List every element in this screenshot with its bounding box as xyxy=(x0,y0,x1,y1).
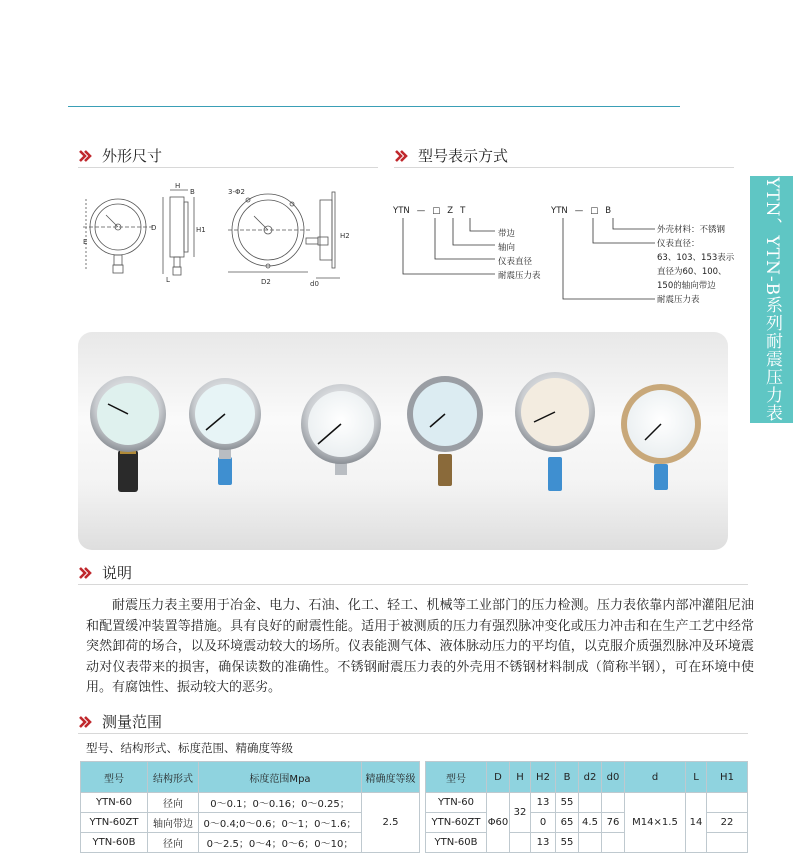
table-cell: 22 xyxy=(707,813,748,833)
dim-label-l: L xyxy=(166,276,170,284)
gauges-illustration xyxy=(78,332,728,550)
model-code-1-labels xyxy=(498,227,541,283)
dimension-table xyxy=(425,761,748,853)
table-cell xyxy=(602,833,625,853)
section-rule xyxy=(78,733,748,734)
code-label: 耐震压力表 xyxy=(498,271,541,281)
table-cell: 径向 xyxy=(148,793,199,813)
table-header: 精确度等级 xyxy=(362,762,420,793)
table-cell: 0～0.4;0～0.6；0～1；0～1.6； xyxy=(199,813,362,833)
table-cell: 32 xyxy=(510,793,531,833)
description-paragraph: 耐震压力表主要用于冶金、电力、石油、化工、轻工、机械等工业部门的压力检测。压力表依靠内部冲灌阻尼油和配置缓冲装置等措施。具有良好的耐震性能。适用于被测质的压力有强烈脉冲变化或压力冲击和在生产工艺中经常突然卸荷的场合，以及环境震动较大的场所。仪表能测气体、液体脉动压力的平均值，以克服介质强烈脉冲及环境震动对仪表带来的损害，确保读数的准确性。不锈钢耐震压力表的外壳用不锈钢材料制成（简称半钢），可在环境中使用。有腐蚀性、振动较大的恶劣。 xyxy=(86,598,754,695)
code-label: 直径为60、100、 xyxy=(657,267,727,277)
series-sidebar xyxy=(750,176,793,423)
table-cell: YTN-60ZT xyxy=(426,813,487,833)
table-cell: 55 xyxy=(556,833,579,853)
code-part: — xyxy=(416,206,426,216)
table-cell xyxy=(510,833,531,853)
model-code-2-labels xyxy=(657,223,734,307)
dim-label-h1: H1 xyxy=(196,226,206,234)
chevron-double-icon xyxy=(78,566,92,580)
table-cell xyxy=(579,793,602,813)
dim-label-b: B xyxy=(190,188,195,196)
dim-label-d: D xyxy=(151,224,157,232)
section-range-header xyxy=(78,711,162,732)
gauge-photo-1 xyxy=(90,376,166,492)
table-cell: 55 xyxy=(556,793,579,813)
table-cell: 13 xyxy=(531,793,556,813)
code-part: □ xyxy=(432,206,441,216)
table-cell xyxy=(707,793,748,813)
table-header: 标度范围Mpa xyxy=(199,762,362,793)
table-cell: 0 xyxy=(531,813,556,833)
code-part: □ xyxy=(590,206,599,216)
table-cell: 76 xyxy=(602,813,625,833)
code-part: T xyxy=(460,206,466,216)
code-label: 轴向 xyxy=(498,243,516,253)
gauge-photo-2 xyxy=(189,378,261,485)
section-title: 型号表示方式 xyxy=(418,147,509,165)
table-header: L xyxy=(686,762,707,793)
code-label: 外壳材料：不锈钢 xyxy=(657,225,726,235)
code-part: Z xyxy=(447,206,454,216)
code-part: B xyxy=(605,206,612,216)
table-header: d xyxy=(625,762,686,793)
dim-label-d2: D2 xyxy=(261,278,271,286)
code-part: YTN xyxy=(551,206,568,216)
dim-label-e: E xyxy=(83,238,88,246)
table-cell: 65 xyxy=(556,813,579,833)
chevron-double-icon xyxy=(394,149,408,163)
table-header: H xyxy=(510,762,531,793)
model-code-2 xyxy=(551,206,611,216)
table-header: H2 xyxy=(531,762,556,793)
gauge-photo-5 xyxy=(515,372,595,491)
table-row xyxy=(81,793,420,813)
section-description-header xyxy=(78,562,132,583)
code-part: YTN xyxy=(393,206,410,216)
section-rule xyxy=(78,584,748,585)
table-cell: M14×1.5 xyxy=(625,793,686,853)
code-part: — xyxy=(574,206,584,216)
table-header: d0 xyxy=(602,762,625,793)
table-cell: 径向 xyxy=(148,833,199,853)
model-code-1 xyxy=(393,206,465,216)
code-label: 63、103、153表示 xyxy=(657,253,735,263)
code-label: 仪表直径： xyxy=(657,239,700,249)
table-cell: 0～0.1；0～0.16；0～0.25； xyxy=(199,793,362,813)
table-cell xyxy=(707,833,748,853)
dim-label-h2: H2 xyxy=(340,232,350,240)
table-cell: YTN-60B xyxy=(426,833,487,853)
dim-label-h: H xyxy=(175,182,181,190)
dimension-drawing xyxy=(78,182,368,292)
table-cell: YTN-60ZT xyxy=(81,813,148,833)
chevron-double-icon xyxy=(78,149,92,163)
table-header: D xyxy=(487,762,510,793)
code-label: 耐震压力表 xyxy=(657,295,700,305)
table-cell xyxy=(579,833,602,853)
table-header: d2 xyxy=(579,762,602,793)
table-cell: YTN-60 xyxy=(81,793,148,813)
table-cell: Φ60 xyxy=(487,793,510,853)
range-subtitle: 型号、结构形式、标度范围、精确度等级 xyxy=(86,741,293,755)
accuracy-cell: 2.5 xyxy=(362,793,420,853)
gauge-photo-3 xyxy=(301,384,381,475)
gauge-photo-4 xyxy=(407,376,483,486)
product-photo-band xyxy=(78,332,728,550)
section-rule xyxy=(78,167,378,168)
table-header: B xyxy=(556,762,579,793)
table-header: 型号 xyxy=(81,762,148,793)
table-cell: YTN-60 xyxy=(426,793,487,813)
section-title: 外形尺寸 xyxy=(102,147,163,165)
series-title: YTN、YTN-B系列耐震压力表 xyxy=(762,176,782,423)
table-cell xyxy=(602,793,625,813)
chevron-double-icon xyxy=(78,715,92,729)
table-row xyxy=(426,793,748,813)
table-header: 型号 xyxy=(426,762,487,793)
dim-label-holes: 3-Φ2 xyxy=(228,188,245,196)
table-cell: 轴向带边 xyxy=(148,813,199,833)
table-header: 结构形式 xyxy=(148,762,199,793)
table-header: H1 xyxy=(707,762,748,793)
range-table xyxy=(80,761,420,853)
code-label: 带边 xyxy=(498,229,516,239)
model-code-2-leader-lines xyxy=(555,216,660,304)
section-title: 说明 xyxy=(102,564,133,582)
table-cell: YTN-60B xyxy=(81,833,148,853)
section-dimensions-header xyxy=(78,145,162,166)
table-cell: 13 xyxy=(531,833,556,853)
section-title: 测量范围 xyxy=(102,713,163,731)
code-label: 150的轴向带边 xyxy=(657,281,716,291)
table-cell: 0～2.5；0～4；0～6；0～10； xyxy=(199,833,362,853)
section-model-header xyxy=(394,145,508,166)
section-rule xyxy=(394,167,734,168)
table-cell: 4.5 xyxy=(579,813,602,833)
table-cell: 14 xyxy=(686,793,707,853)
gauge-photo-6 xyxy=(621,384,701,490)
model-code-1-leader-lines xyxy=(395,216,500,278)
code-label: 仪表直径 xyxy=(498,257,533,267)
header-rule xyxy=(68,106,680,107)
dim-label-d0: d0 xyxy=(310,280,319,288)
